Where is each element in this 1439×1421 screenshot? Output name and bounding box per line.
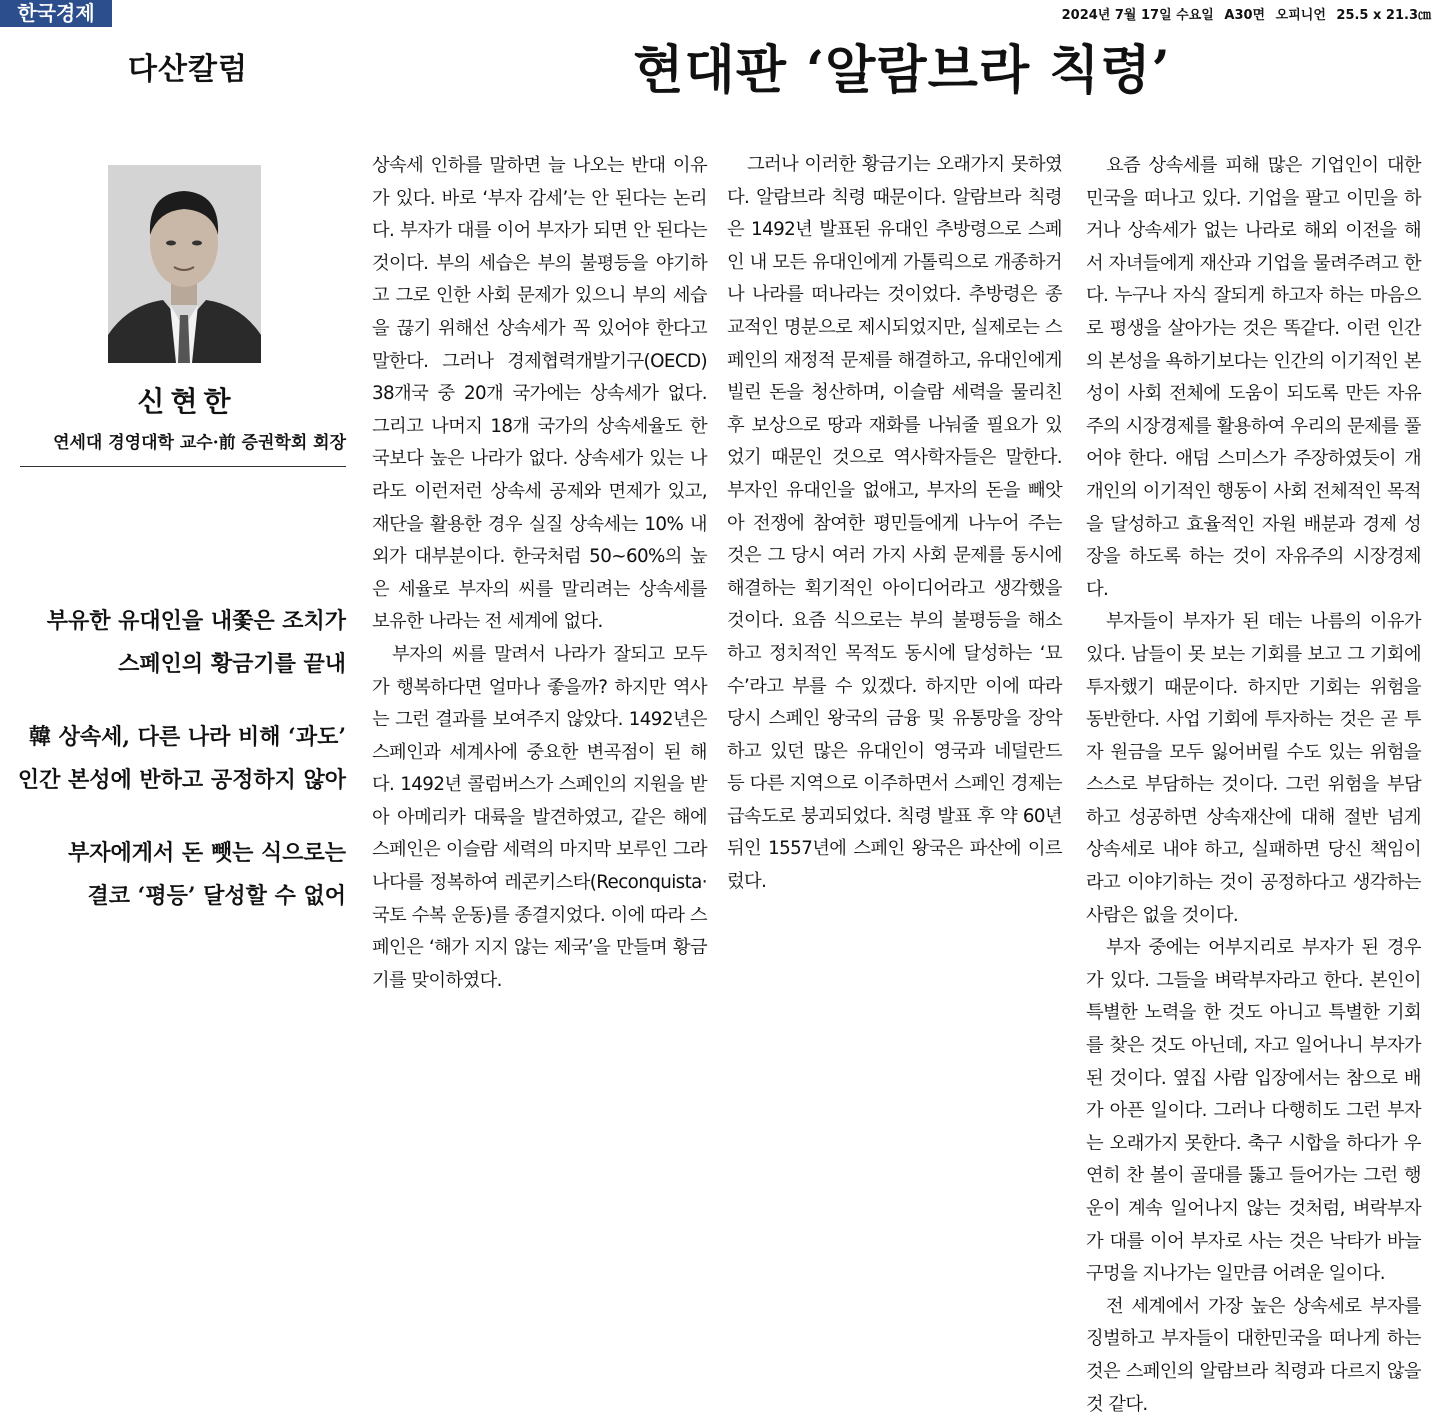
body-paragraph: 요즘 상속세를 피해 많은 기업인이 대한민국을 떠나고 있다. 기업을 팔고 이민을 하거나 상속세가 없는 나라로 해외 이전을 해서 자녀들에게 재산과 기업을 물려주려고 한다. 누구나 자식 잘되게 하고자 하는 마음으로 평생을 살아가는 것은 똑같다. 이런 인간의 본성을 욕하기보다는 인간의 이기적인 본성이 사회 전체에 도움이 되도록 만든 자유주의 시장경제를 활용하여 우리의 문제를 풀어야 한다. 애덤 스미스가 주장하였듯이 개개인의 이기적인 행동이 사회 전체적인 목적을 달성하고 효율적인 자원 배분과 경제 성장을 하도록 하는 것이 자유주의 시장경제다. <box>1086 155 1421 600</box>
body-paragraph: 부자들이 부자가 된 데는 나름의 이유가 있다. 남들이 못 보는 기회를 보고 그 기회에 투자했기 때문이다. 하지만 기회는 위험을 동반한다. 사업 기회에 투자하는 것은 곧 투자 원금을 모두 잃어버릴 수도 있는 위험을 스스로 부담하는 것이다. 그런 위험을 부담하고 성공하면 상속재산에 대해 절반 넘게 상속세로 내야 하고, 실패하면 당신 책임이라고 이야기하는 것이 공정하다고 생각하는 사람은 없을 것이다. <box>1086 611 1421 926</box>
subheads <box>0 600 346 948</box>
author-photo <box>108 165 261 363</box>
body-paragraph: 전 세계에서 가장 높은 상속세로 부자를 징벌하고 부자들이 대한민국을 떠나게 하는 것은 스페인의 알람브라 칙령과 다르지 않을 것 같다. <box>1086 1295 1421 1415</box>
clipping-size: 25.5 x 21.3㎝ <box>1336 8 1431 23</box>
body-paragraph: 그러나 이러한 황금기는 오래가지 못하였다. 알람브라 칙령 때문이다. 알람브라 칙령은 1492년 발표된 유대인 추방령으로 스페인 내 모든 유대인에게 가톨릭으로 개종하거나 나라를 떠나라는 것이었다. 추방령은 종교적인 명분으로 제시되었지만, 실제로는 스페인의 재정적 문제를 해결하고, 유대인에게 빌린 돈을 청산하며, 이슬람 세력을 물리친 후 보상으로 땅과 재화를 나눠줄 필요가 있었기 때문인 것으로 역사학자들은 말한다. 부자인 유대인을 없애고, 부자의 돈을 빼앗아 전쟁에 참여한 평민들에게 나누어 주는 것은 그 당시 여러 가지 사회 문제를 동시에 해결하는 획기적인 아이디어라고 생각했을 것이다. 요즘 식으로는 부의 불평등을 해소하고 정치적인 목적도 동시에 달성하는 ‘묘수’라고 부를 수 있겠다. 하지만 이에 따라 당시 스페인 왕국의 금융 및 유통망을 장악하고 있던 많은 유대인이 영국과 네덜란드 등 다른 지역으로 이주하면서 스페인 경제는 급속도로 붕괴되었다. 칙령 발표 후 약 60년 뒤인 1557년에 스페인 왕국은 파산에 이르렀다. <box>727 154 1062 893</box>
subhead <box>0 832 346 918</box>
subhead-line: 인간 본성에 반하고 공정하지 않아 <box>17 767 346 793</box>
subhead-line: 韓 상속세, 다른 나라 비해 ‘과도’ <box>28 724 346 750</box>
subhead-line: 부유한 유대인을 내쫓은 조치가 <box>46 608 346 634</box>
headline: 현대판 ‘알람브라 칙령’ <box>633 40 1171 101</box>
author-portrait-image <box>108 165 261 363</box>
subhead-line: 스페인의 황금기를 끝내 <box>118 651 346 677</box>
body-column-3 <box>1086 150 1421 1421</box>
author-title: 연세대 경영대학 교수·前 증권학회 회장 <box>53 433 346 453</box>
publication-meta <box>1056 4 1431 23</box>
subhead <box>0 600 346 686</box>
column-name: 다산칼럼 <box>128 52 248 87</box>
body-paragraph: 부자의 씨를 말려서 나라가 잘되고 모두가 행복하다면 얼마나 좋을까? 하지만 역사는 그런 결과를 보여주지 않았다. 1492년은 스페인과 세계사에 중요한 변곡점이 된 해다. 1492년 콜럼버스가 스페인의 지원을 받아 아메리카 대륙을 발견하였고, 같은 해에 스페인은 이슬람 세력의 마지막 보루인 그라나다를 정복하여 레콘키스타(Reconquista·국토 수복 운동)를 종결지었다. 이에 따라 스페인은 ‘해가 지지 않는 제국’을 만들며 황금기를 맞이하였다. <box>372 643 707 991</box>
subhead-line: 부자에게서 돈 뺏는 식으로는 <box>67 840 346 866</box>
subhead <box>0 716 346 802</box>
body-column-2 <box>727 150 1062 899</box>
body-paragraph: 부자 중에는 어부지리로 부자가 된 경우가 있다. 그들을 벼락부자라고 한다. 본인이 특별한 노력을 한 것도 아니고 특별한 기회를 찾은 것도 아닌데, 자고 일어나니 부자가 된 것이다. 옆집 사람 입장에서는 참으로 배가 아픈 일이다. 그러나 다행히도 그런 부자는 오래가지 못한다. 축구 시합을 하다가 우연히 찬 볼이 골대를 뚫고 들어가는 그런 행운이 계속 일어나지 않는 것처럼, 벼락부자가 대를 이어 부자로 사는 것은 낙타가 바늘구멍을 지나가는 일만큼 어려운 일이다. <box>1086 937 1421 1285</box>
author-name: 신현한 <box>137 385 237 418</box>
subhead-line: 결코 ‘평등’ 달성할 수 없어 <box>87 883 346 909</box>
divider <box>20 466 346 467</box>
page-number: A30면 <box>1224 8 1266 23</box>
publication-date: 2024년 7월 17일 수요일 <box>1061 8 1214 23</box>
body-paragraph: 상속세 인하를 말하면 늘 나오는 반대 이유가 있다. 바로 ‘부자 감세’는 안 된다는 논리다. 부자가 대를 이어 부자가 되면 안 된다는 것이다. 부의 세습은 부의 불평등을 야기하고 그로 인한 사회 문제가 있으니 부의 세습을 끊기 위해선 상속세가 꼭 있어야 한다고 말한다. 그러나 경제협력개발기구(OECD) 38개국 중 20개 국가에는 상속세가 없다. 그리고 나머지 18개 국가의 상속세율도 한국보다 높은 나라가 없다. 상속세가 있는 나라도 이런저런 상속세 공제와 면제가 있고, 재단을 활용한 경우 실질 상속세는 10% 내외가 대부분이다. 한국처럼 50~60%의 높은 세율로 부자의 씨를 말리려는 상속세를 보유한 나라는 전 세계에 없다. <box>372 155 707 633</box>
newspaper-logo: 한국경제 <box>0 0 112 27</box>
body-column-1 <box>372 150 707 997</box>
section-name: 오피니언 <box>1275 8 1326 23</box>
